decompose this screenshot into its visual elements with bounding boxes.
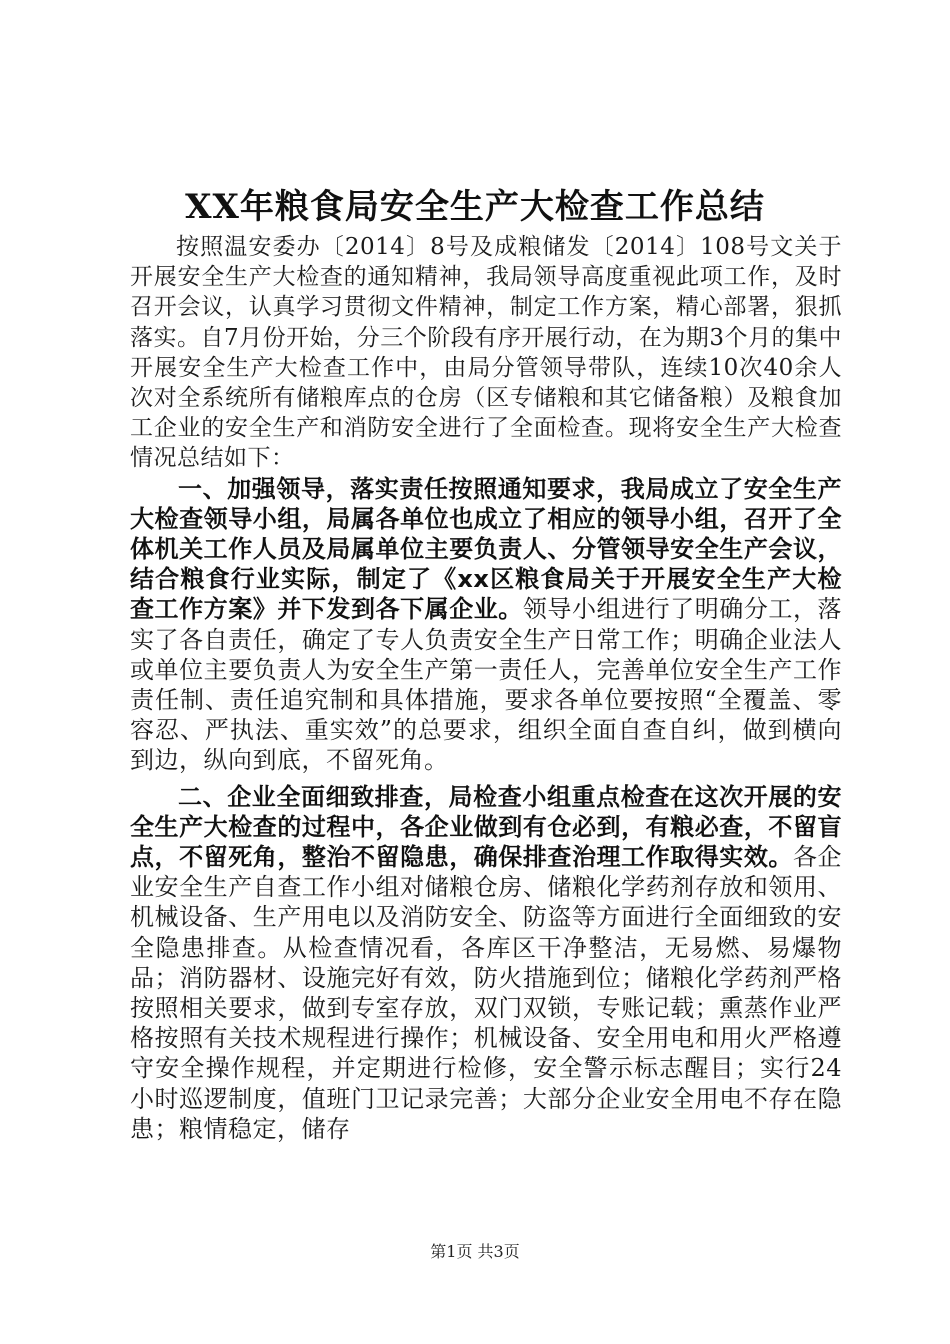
section-2-heading: 二、企业全面细致排查，局检查小组重点检查在这次开展的安全生产大检查的过程中，各企业做到有仓必到，有粮必查，不留盲点，不留死角，整治不留隐患，确保排查治理工作取得实效。 (130, 782, 842, 872)
page-number-footer: 第1页 共3页 (430, 1242, 520, 1261)
section-1-paragraph (130, 474, 842, 776)
document-title: XX年粮食局安全生产大检查工作总结 (185, 187, 765, 227)
intro-paragraph (130, 232, 842, 474)
document-body (130, 232, 842, 1144)
section-1-heading: 一、加强领导，落实责任按照通知要求，我局成立了安全生产大检查领导小组，局属各单位也成立了相应的领导小组，召开了全体机关工作人员及局属单位主要负责人、分管领导安全生产会议，结合粮食行业实际，制定了《xx区粮食局关于开展安全生产大检查工作方案》并下发到各下属企业。 (130, 474, 842, 624)
section-1-text: 领导小组进行了明确分工，落实了各自责任，确定了专人负责安全生产日常工作；明确企业法人或单位主要负责人为安全生产第一责任人，完善单位安全生产工作责任制、责任追究制和具体措施，要求各单位要按照“全覆盖、零容忍、严执法、重实效”的总要求，组织全面自查自纠，做到横向到边，纵向到底，不留死角。 (130, 595, 843, 775)
section-2-paragraph (130, 782, 842, 1144)
intro-paragraph-text: 按照温安委办〔2014〕8号及成粮储发〔2014〕108号文关于开展安全生产大检查的通知精神，我局领导高度重视此项工作，及时召开会议，认真学习贯彻文件精神，制定工作方案，精心部署，狠抓落实。自7月份开始，分三个阶段有序开展行动，在为期3个月的集中开展安全生产大检查工作中，由局分管领导带队，连续10次40余人次对全系统所有储粮库点的仓房（区专储粮和其它储备粮）及粮食加工企业的安全生产和消防安全进行了全面检查。现将安全生产大检查情况总结如下： (130, 234, 842, 472)
section-2-text: 各企业安全生产自查工作小组对储粮仓房、储粮化学药剂存放和领用、机械设备、生产用电以及消防安全、防盗等方面进行全面细致的安全隐患排查。从检查情况看，各库区干净整洁，无易燃、易爆物品；消防器材、设施完好有效，防火措施到位；储粮化学药剂严格按照相关要求，做到专室存放，双门双锁，专账记载；熏蒸作业严格按照有关技术规程进行操作；机械设备、安全用电和用火严格遵守安全操作规程，并定期进行检修，安全警示标志醒目；实行24小时巡逻制度，值班门卫记录完善；大部分企业安全用电不存在隐患；粮情稳定，储存 (130, 843, 843, 1143)
